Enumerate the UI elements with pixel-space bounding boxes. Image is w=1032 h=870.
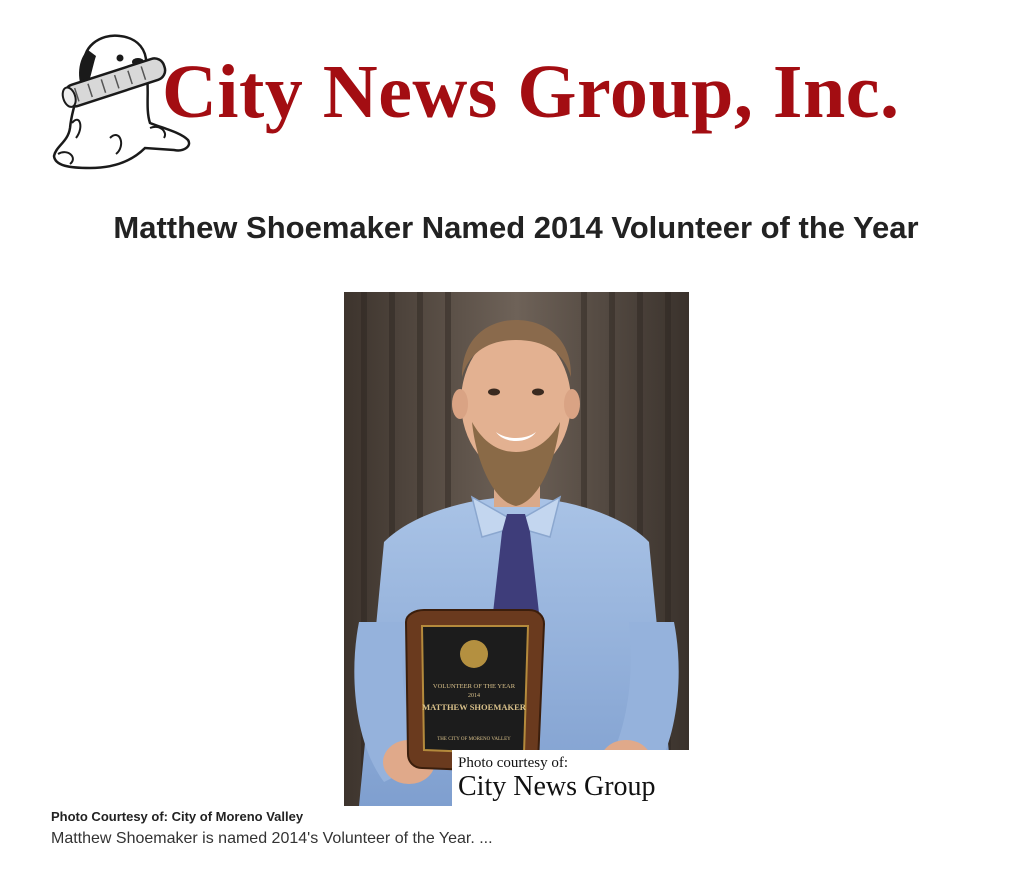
photo-credit: Photo Courtesy of: City of Moreno Valley — [51, 809, 304, 824]
masthead — [50, 28, 980, 178]
site-name[interactable]: City News Group, Inc. — [162, 50, 900, 134]
article-summary: Matthew Shoemaker is named 2014's Volunteer of the Year. ... — [51, 830, 493, 847]
article-photo[interactable] — [344, 292, 689, 806]
photo-watermark — [452, 750, 689, 806]
award-plaque — [406, 610, 544, 773]
plaque-title: VOLUNTEER OF THE YEAR — [432, 683, 516, 690]
article-headline: Matthew Shoemaker Named 2014 Volunteer of the Year — [113, 210, 919, 245]
plaque-year: 2014 — [468, 693, 480, 699]
plaque-footer: THE CITY OF MORENO VALLEY — [437, 737, 511, 742]
watermark-brand: City News Group — [458, 771, 656, 802]
plaque-name: MATTHEW SHOEMAKER — [422, 702, 526, 712]
watermark-caption: Photo courtesy of: — [458, 755, 568, 771]
